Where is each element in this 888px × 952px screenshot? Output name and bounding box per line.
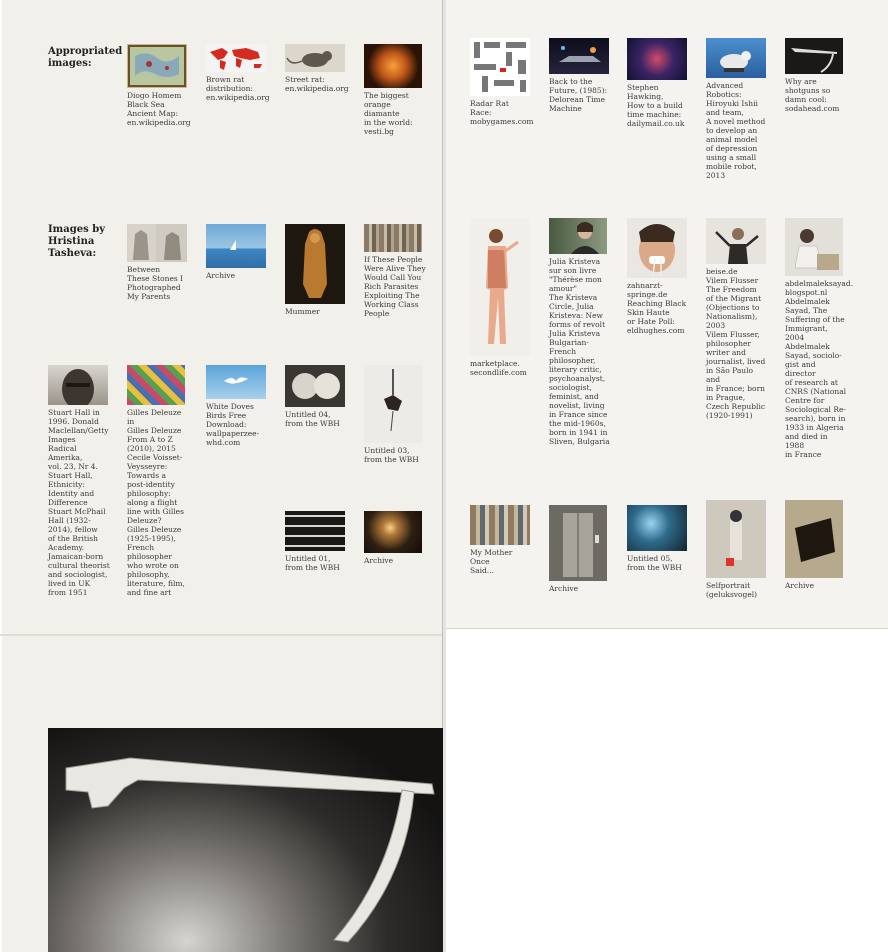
caption-robotics: Advanced Robotics: Hiroyuki Ishii and team, A novel method to develop an animal model of depression using a small mobile robot, 2013 [706,81,766,180]
stuart-hall-photo [48,365,108,405]
caption-rat-distribution: Brown rat distribution: en.wikipedia.org [206,75,270,102]
item-rat-distribution [206,44,268,102]
caption-flusser: beise.de Vilem Flusser The Freedom of the Migrant (Objections to Nationalism), 2003 Vilem Flusser, philosopher writer and journalist, lived in São Paulo and in France; born in Prague, Czech Republic (1920-1991) [706,267,766,420]
striped-pattern-photo [285,511,345,551]
caption-stones: Between These Stones I Photographed My Parents [127,265,184,301]
item-selfportrait [706,500,768,599]
shotgun-scythe-photo [48,728,443,952]
item-flusser [706,218,768,420]
rat-photo [285,44,345,72]
secondlife-avatar-image [470,218,530,356]
item-mummer [285,224,347,316]
item-shotguns [785,38,847,113]
vilem-flusser-photo [706,218,766,264]
caption-mother: My Mother Once Said... [470,548,513,575]
caption-deleuze: Gilles Deleuze in Gilles Deleuze From A to Z (2010), 2015 Cecile Voisset- Veysseyre: Towards a post-identity philosophy: along a flight line with Gilles Deleuze? Gilles Deleuze (1925-1995), French philosopher who wrote on philosophy, literature, film, and fine art [127,408,185,597]
item-untitled01 [285,511,347,572]
deleuze-colorful-photo [127,365,185,405]
lamp-photo [364,511,422,553]
item-street-rat [285,44,347,93]
caption-untitled05: Untitled 05, from the WBH [627,554,682,572]
caption-future: Back to the Future, (1985): Delorean Time Machine [549,77,608,113]
caption-archive-sea: Archive [206,271,236,280]
caption-map: Diogo Homem Black Sea Ancient Map: en.wikipedia.org [127,91,191,127]
photo-collage [470,505,530,545]
caption-people: If These People Were Alive They Would Call You Rich Parasites Exploiting The Working Class People [364,255,426,318]
item-marketplace [470,218,532,377]
caption-hawking: Stephen Hawking, How to a build time machine: dailymail.co.uk [627,83,685,128]
caption-archive-hole: Archive [785,581,815,590]
item-archive-elevator [549,505,611,593]
robot-rat-photo [706,38,766,78]
caption-sayad: abdelmaleksayad. blogspot.nl Abdelmalek Sayad, The Suffering of the Immigrant, 2004 Abdelmalek Sayad, sociolo- gist and director of research at CNRS (National Centre for Sociological Re- search), born in 1933 in Algeria and died in 1988 in France [785,279,854,459]
splash-photo [364,365,422,443]
julia-kristeva-photo [549,218,607,254]
ground-hole-photo [785,500,843,578]
selfportrait-photo [706,500,766,578]
mummer-costume-photo [285,224,345,304]
caption-doves: White Doves Birds Free Download: wallpaperzee- whd.com [206,402,260,447]
caption-kristeva: Julia Kristeva sur son livre "Thérèse mon amour" The Kristeva Circle, Julia Kristeva: New forms of revolt Julia Kristeva Bulgarian-French philosopher, literary critic, psychoanalyst, sociologist, feminist, and novelist, living in France since the mid-1960s, born in 1941 in Sliven, Bulgaria [549,257,610,446]
caption-hall: Stuart Hall in 1996. Donald Maclellan/Getty Images Radical Amerika, vol. 23, Nr 4. Stuart Hall, Ethnicity: Identity and Difference Stuart McPhail Hall (1932- 2014), fellow of the British Academy. Jamaican-born cultural theorist and sociologist, lived in UK from 1951 [48,408,110,597]
item-robotics [706,38,768,180]
shotgun-scythe-thumb [785,38,843,74]
orange-diamond-photo [364,44,422,88]
caption-untitled04: Untitled 04, from the WBH [285,410,340,428]
item-people [364,224,430,318]
caption-marketplace: marketplace. secondlife.com [470,359,527,377]
plates-photo [285,365,345,407]
time-machine-illustration [627,38,687,80]
item-archive-hole [785,500,847,590]
portrait-grid-photo [364,224,422,252]
delorean-photo [549,38,609,74]
caption-mummer: Mummer [285,307,320,316]
item-diamond [364,44,426,136]
caption-untitled01: Untitled 01, from the WBH [285,554,340,572]
caption-shotguns: Why are shotguns so damn cool: sodahead.com [785,77,840,113]
stones-photo [127,224,187,262]
item-archive-lamp [364,511,426,565]
item-deleuze [127,365,189,597]
caption-radar: Radar Rat Race: mobygames.com [470,99,534,126]
caption-archive-elevator: Archive [549,584,579,593]
caption-diamond: The biggest orange diamante in the world: vesti.bg [364,91,413,136]
caption-street-rat: Street rat: en.wikipedia.org [285,75,349,93]
caption-zahnarzt: zahnarzt- springe.de Reaching Black Skin Haute or Hate Poll: eldhughes.com [627,281,687,335]
elevator-door-photo [549,505,607,581]
item-radar [470,38,532,126]
item-archive-sea [206,224,268,280]
item-untitled03 [364,365,426,464]
item-map [127,44,189,127]
underwater-light-photo [627,505,687,551]
white-dove-photo [206,365,266,399]
item-doves [206,365,268,447]
item-stones [127,224,189,301]
ancient-map-image [127,44,187,88]
item-future [549,38,611,113]
page-fold [0,634,442,636]
item-hall [48,365,110,597]
item-sayad [785,218,854,459]
item-kristeva [549,218,611,446]
caption-archive-lamp: Archive [364,556,394,565]
caption-selfportrait: Selfportrait (geluksvogel) [706,581,758,599]
item-hawking [627,38,689,128]
item-mother [470,505,532,575]
item-zahnarzt [627,218,689,335]
heading-appropriated: Appropriated images: [48,46,123,69]
radar-rat-race-maze [470,38,530,96]
sailboat-sea-photo [206,224,266,268]
caption-untitled03: Untitled 03, from the WBH [364,446,419,464]
item-untitled05 [627,505,689,572]
item-untitled04 [285,365,347,428]
abdelmalek-sayad-photo [785,218,843,276]
dental-face-photo [627,218,687,278]
heading-tasheva: Images by Hristina Tasheva: [48,224,106,259]
world-map-image [206,44,266,72]
